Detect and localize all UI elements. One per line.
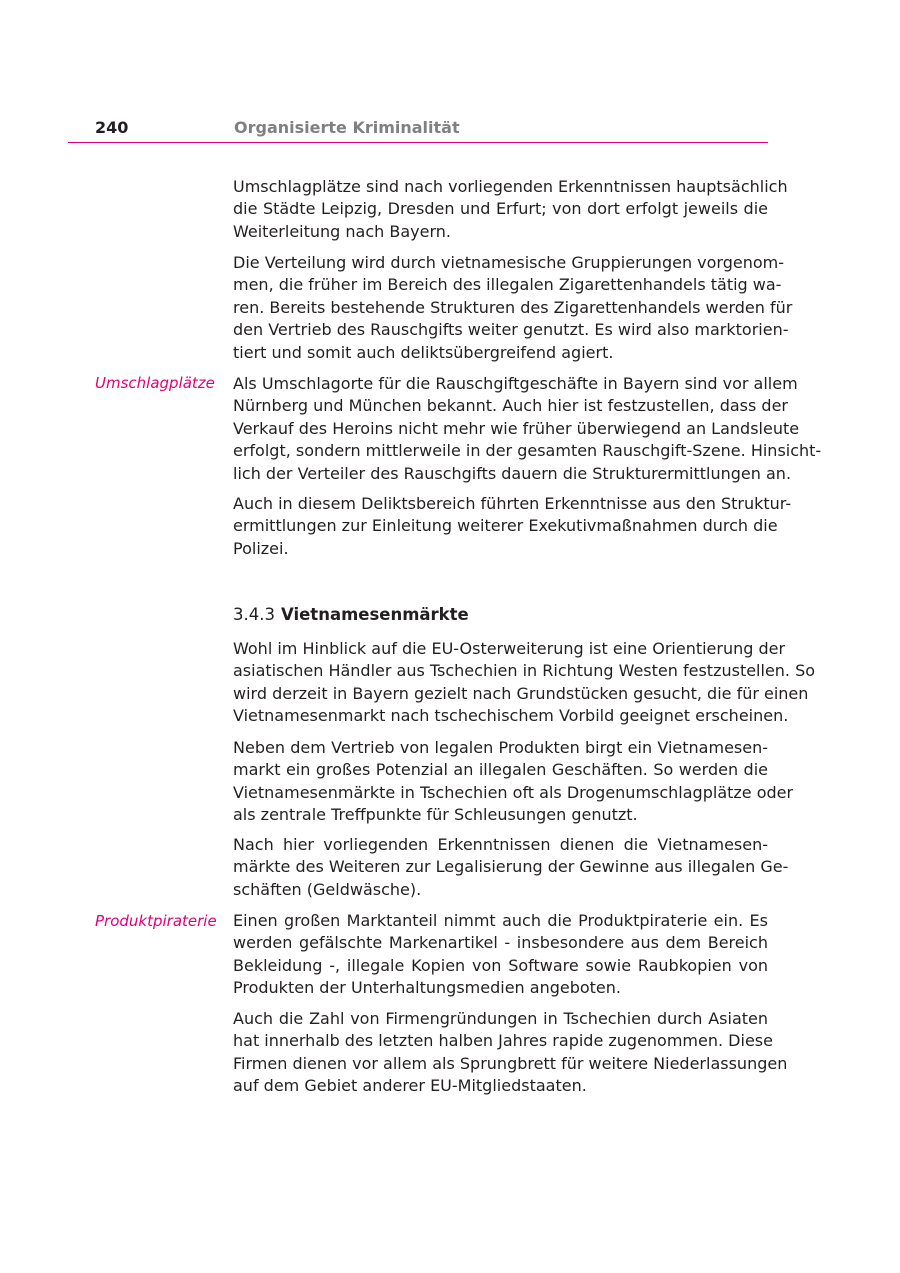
text-line: lich der Verteiler des Rauschgifts dauern die Strukturermittlungen an.: [233, 463, 792, 483]
paragraph: [233, 638, 816, 728]
text-line: märkte des Weiteren zur Legalisierung der Gewinne aus illegalen Ge-: [233, 857, 789, 877]
text-line: die Städte Leipzig, Dresden und Erfurt; von dort erfolgt jeweils die: [233, 199, 768, 219]
text-line: markt ein großes Potenzial an illegalen Geschäften. So werden die: [233, 760, 768, 780]
text-line: als zentrale Treffpunkte für Schleusungen genutzt.: [233, 805, 638, 825]
paragraph: [233, 493, 792, 560]
text-line: ren. Bereits bestehende Strukturen des Zigarettenhandels werden für: [233, 297, 793, 317]
text-line: wird derzeit in Bayern gezielt nach Grundstücken gesucht, die für einen: [233, 683, 809, 703]
text-line: Bekleidung -, illegale Kopien von Software sowie Raubkopien von: [233, 955, 768, 975]
text-line: Produkten der Unterhaltungsmedien angeboten.: [233, 978, 621, 998]
text-line: Auch in diesem Deliktsbereich führten Erkenntnisse aus den Struktur-: [233, 494, 792, 513]
text-line: erfolgt, sondern mittlerweile in der gesamten Rauschgift-Szene. Hinsicht-: [233, 441, 822, 461]
text-line: Nach hier vorliegenden Erkenntnissen dienen die Vietnamesen-: [233, 835, 768, 854]
text-line: hat innerhalb des letzten halben Jahres rapide zugenommen. Diese: [233, 1031, 773, 1051]
paragraph: [233, 373, 822, 485]
margin-note-produktpiraterie: Produktpiraterie: [95, 912, 217, 930]
running-title: Organisierte Kriminalität: [234, 118, 460, 137]
text-line: Weiterleitung nach Bayern.: [233, 221, 451, 241]
paragraph: [233, 737, 794, 827]
paragraph: [233, 834, 789, 901]
text-line: asiatischen Händler aus Tschechien in Richtung Westen festzustellen. So: [233, 661, 816, 681]
text-line: Umschlagplätze sind nach vorliegenden Erkenntnissen hauptsächlich: [233, 177, 788, 196]
text-line: ermittlungen zur Einleitung weiterer Exekutivmaßnahmen durch die: [233, 516, 778, 536]
text-line: Neben dem Vertrieb von legalen Produkten birgt ein Vietnamesen-: [233, 738, 768, 757]
text-line: Vietnamesenmarkt nach tschechischem Vorbild geeignet erscheinen.: [233, 706, 789, 726]
text-line: werden gefälschte Markenartikel - insbesondere aus dem Bereich: [233, 933, 768, 953]
paragraph: [233, 910, 768, 1000]
text-line: Einen großen Marktanteil nimmt auch die Produktpiraterie ein. Es: [233, 911, 768, 930]
text-line: Firmen dienen vor allem als Sprungbrett für weitere Niederlassungen: [233, 1053, 788, 1073]
text-line: Polizei.: [233, 538, 289, 558]
text-line: Wohl im Hinblick auf die EU-Osterweiterung ist eine Orientierung der: [233, 639, 786, 658]
text-line: Nürnberg und München bekannt. Auch hier ist festzustellen, dass der: [233, 396, 788, 416]
page-number: 240: [95, 118, 129, 137]
paragraph: [233, 1008, 788, 1098]
text-line: den Vertrieb des Rauschgifts weiter genutzt. Es wird also marktorien-: [233, 320, 789, 340]
paragraph: [233, 252, 793, 364]
text-line: schäften (Geldwäsche).: [233, 879, 422, 899]
text-line: Auch die Zahl von Firmengründungen in Tschechien durch Asiaten: [233, 1009, 768, 1028]
paragraph: [233, 176, 788, 243]
section-heading: [233, 605, 469, 624]
text-line: Die Verteilung wird durch vietnamesische Gruppierungen vorgenom-: [233, 253, 785, 272]
text-line: Vietnamesenmärkte in Tschechien oft als Drogenumschlagplätze oder: [233, 782, 794, 802]
page-header: [68, 115, 768, 143]
section-number: 3.4.3: [233, 605, 275, 624]
text-line: Verkauf des Heroins nicht mehr wie früher überwiegend an Landsleute: [233, 418, 800, 438]
text-line: tiert und somit auch deliktsübergreifend agiert.: [233, 342, 614, 362]
margin-note-umschlagplaetze: Umschlagplätze: [95, 374, 215, 392]
text-line: men, die früher im Bereich des illegalen Zigarettenhandels tätig wa-: [233, 275, 782, 295]
section-title: Vietnamesenmärkte: [280, 605, 469, 624]
text-line: auf dem Gebiet anderer EU-Mitgliedstaaten.: [233, 1076, 587, 1096]
text-line: Als Umschlagorte für die Rauschgiftgeschäfte in Bayern sind vor allem: [233, 374, 798, 393]
